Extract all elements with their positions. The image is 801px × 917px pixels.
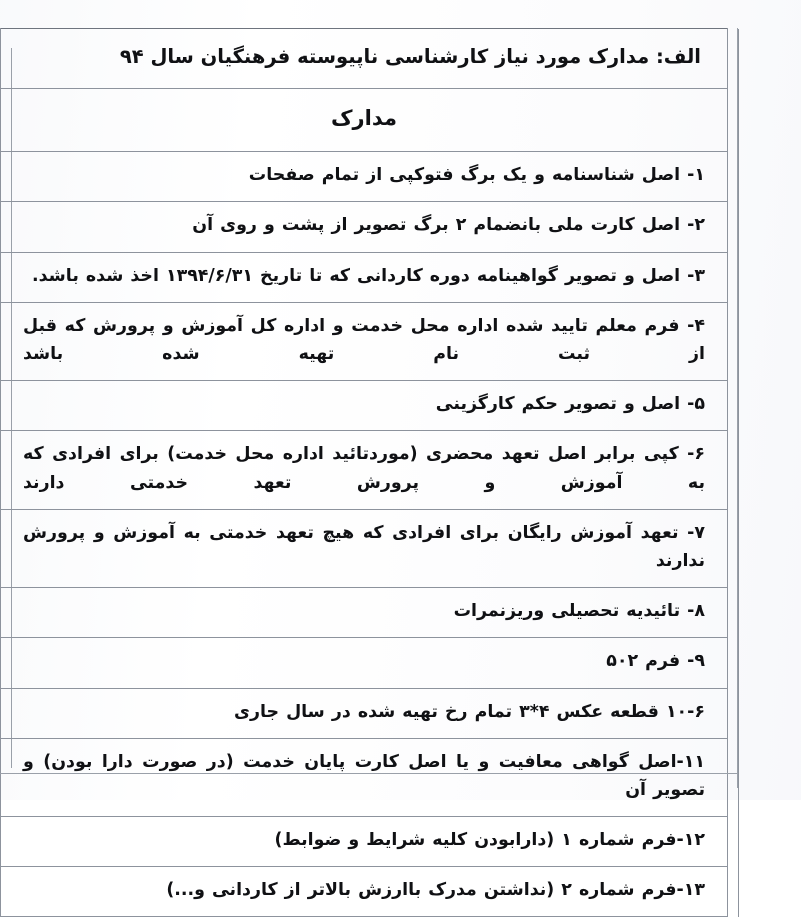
item-text-11: ۱۱-اصل گواهی معافیت و یا اصل کارت پایان خدمت (در صورت دارا بودن) و تصویر آن (23, 751, 705, 800)
table-row (1, 817, 739, 867)
bottom-rule (0, 773, 738, 774)
item-text-3: ۳- اصل و تصویر گواهینامه دوره کاردانی که تا تاریخ ۱۳۹۴/۶/۳۱ اخذ شده باشد. (32, 265, 705, 286)
margin-cell (728, 509, 739, 587)
table-cell-item-11 (1, 738, 728, 816)
item-text-10: ۱۰-۶ قطعه عکس ۴*۳ تمام رخ تهیه شده در سال جاری (234, 701, 705, 722)
table-cell-item-5 (1, 381, 728, 431)
table-cell-item-8 (1, 588, 728, 638)
title-row (1, 29, 739, 89)
table-row (1, 302, 739, 380)
table-row (1, 638, 739, 688)
page-title: الف: مدارک مورد نیاز کارشناسی ناپیوسته فرهنگیان سال ۹۴ (119, 45, 701, 68)
item-text-7: ۷- تعهد آموزش رایگان برای افرادی که هیچ تعهد خدمتی به آموزش و پرورش ندارند (23, 522, 705, 571)
item-text-13: ۱۳-فرم شماره ۲ (نداشتن مدرک باارزش بالاتر از کاردانی و...) (166, 880, 705, 901)
column-header-label: مدارک (331, 106, 397, 131)
margin-cell (728, 29, 739, 89)
table-cell-item-6 (1, 431, 728, 509)
margin-cell (728, 202, 739, 252)
margin-cell (728, 638, 739, 688)
item-text-6: ۶- کپی برابر اصل تعهد محضری (موردتائید اداره محل خدمت) برای افرادی که به آموزش و پرورش تعهد خدمتی دارند (23, 444, 705, 493)
margin-cell (728, 867, 739, 917)
margin-cell (728, 89, 739, 152)
table-row (1, 202, 739, 252)
item-text-8: ۸- تائیدیه تحصیلی وریزنمرات (453, 601, 705, 622)
table-cell-item-10 (1, 688, 728, 738)
table-cell-item-3 (1, 252, 728, 302)
table-row (1, 431, 739, 509)
margin-cell (728, 588, 739, 638)
documents-table (0, 28, 739, 917)
table-row (1, 738, 739, 816)
table-cell-item-12 (1, 817, 728, 867)
table-cell-item-1 (1, 152, 728, 202)
margin-cell (728, 738, 739, 816)
column-header-cell (1, 89, 728, 152)
title-cell (1, 29, 728, 89)
margin-cell (728, 381, 739, 431)
table-cell-item-4 (1, 302, 728, 380)
table-cell-item-9 (1, 638, 728, 688)
margin-cell (728, 302, 739, 380)
table-row (1, 252, 739, 302)
table-cell-item-13 (1, 867, 728, 917)
margin-cell (728, 817, 739, 867)
margin-cell (728, 152, 739, 202)
margin-cell (728, 688, 739, 738)
margin-cell (728, 252, 739, 302)
item-text-9: ۹- فرم ۵۰۲ (606, 651, 705, 672)
table-cell-item-2 (1, 202, 728, 252)
table-row (1, 381, 739, 431)
item-text-4: ۴- فرم معلم تایید شده اداره محل خدمت و اداره کل آموزش و پرورش که قبل از ثبت نام تهیه شده باشد (23, 315, 705, 364)
table-row (1, 688, 739, 738)
table-row (1, 509, 739, 587)
table-row (1, 588, 739, 638)
item-text-12: ۱۲-فرم شماره ۱ (دارابودن کلیه شرایط و ضوابط) (274, 830, 705, 851)
table-cell-item-7 (1, 509, 728, 587)
margin-cell (728, 431, 739, 509)
column-header-row (1, 89, 739, 152)
table-row (1, 152, 739, 202)
item-text-5: ۵- اصل و تصویر حکم کارگزینی (435, 394, 705, 415)
table-row (1, 867, 739, 917)
item-text-1: ۱- اصل شناسنامه و یک برگ فتوکپی از تمام صفحات (248, 165, 705, 186)
item-text-2: ۲- اصل کارت ملی بانضمام ۲ برگ تصویر از پشت و روی آن (192, 215, 705, 236)
